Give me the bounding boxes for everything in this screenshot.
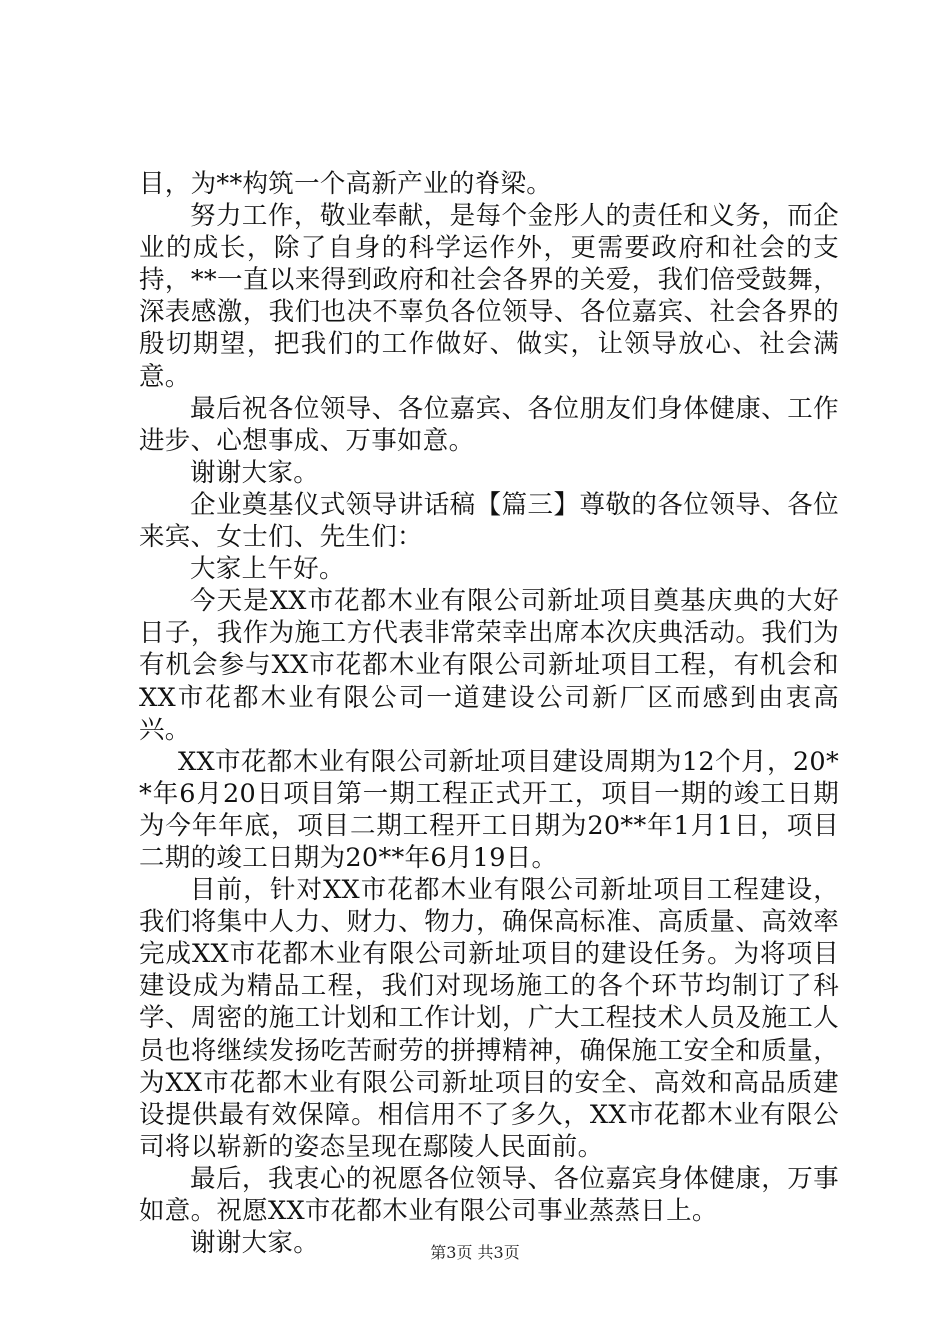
paragraph: 努力工作，敬业奉献，是每个金彤人的责任和义务，而企业的成长，除了自身的科学运作外，更需要政府和社会的支持，**一直以来得到政府和社会各界的关爱，我们倍受鼓舞，深表感激，我们也决不辜负各位领导、各位嘉宾、社会各界的殷切期望，把我们的工作做好、做实，让领导放心、社会满意。 [139, 201, 839, 392]
document-body [139, 168, 839, 1259]
paragraph: 谢谢大家。 [190, 1228, 320, 1259]
page-number-footer: 第3页 共3页 [430, 1243, 520, 1262]
paragraph: 大家上午好。 [190, 554, 345, 585]
paragraph: 今天是XX市花都木业有限公司新址项目奠基庆典的大好日子，我作为施工方代表非常荣幸出席本次庆典活动。我们为有机会参与XX市花都木业有限公司新址项目工程，有机会和XX市花都木业有限公司一道建设公司新厂区而感到由衷高兴。 [139, 586, 839, 745]
paragraph: 目，为**构筑一个高新产业的脊梁。 [139, 169, 553, 199]
paragraph: 目前，针对XX市花都木业有限公司新址项目工程建设，我们将集中人力、财力、物力，确保高标准、高质量、高效率完成XX市花都木业有限公司新址项目的建设任务。为将项目建设成为精品工程，我们对现场施工的各个环节均制订了科学、周密的施工计划和工作计划，广大工程技术人员及施工人员也将继续发扬吃苦耐劳的拼搏精神，确保施工安全和质量，为XX市花都木业有限公司新址项目的安全、高效和高品质建设提供最有效保障。相信用不了多久，XX市花都木业有限公司将以崭新的姿态呈现在鄢陵人民面前。 [139, 875, 839, 1162]
paragraph: 最后祝各位领导、各位嘉宾、各位朋友们身体健康、工作进步、心想事成、万事如意。 [139, 393, 839, 456]
paragraph: 企业奠基仪式领导讲话稿【篇三】尊敬的各位领导、各位来宾、女士们、先生们： [139, 489, 839, 553]
paragraph: XX市花都木业有限公司新址项目建设周期为12个月，20**年6月20日项目第一期工程正式开工，项目一期的竣工日期为今年年底，项目二期工程开工日期为20**年1月1日，项目二期的竣工日期为20**年6月19日。 [139, 746, 839, 873]
paragraph: 谢谢大家。 [190, 457, 320, 488]
paragraph: 最后，我衷心的祝愿各位领导、各位嘉宾身体健康，万事如意。祝愿XX市花都木业有限公司事业蒸蒸日上。 [139, 1163, 839, 1226]
